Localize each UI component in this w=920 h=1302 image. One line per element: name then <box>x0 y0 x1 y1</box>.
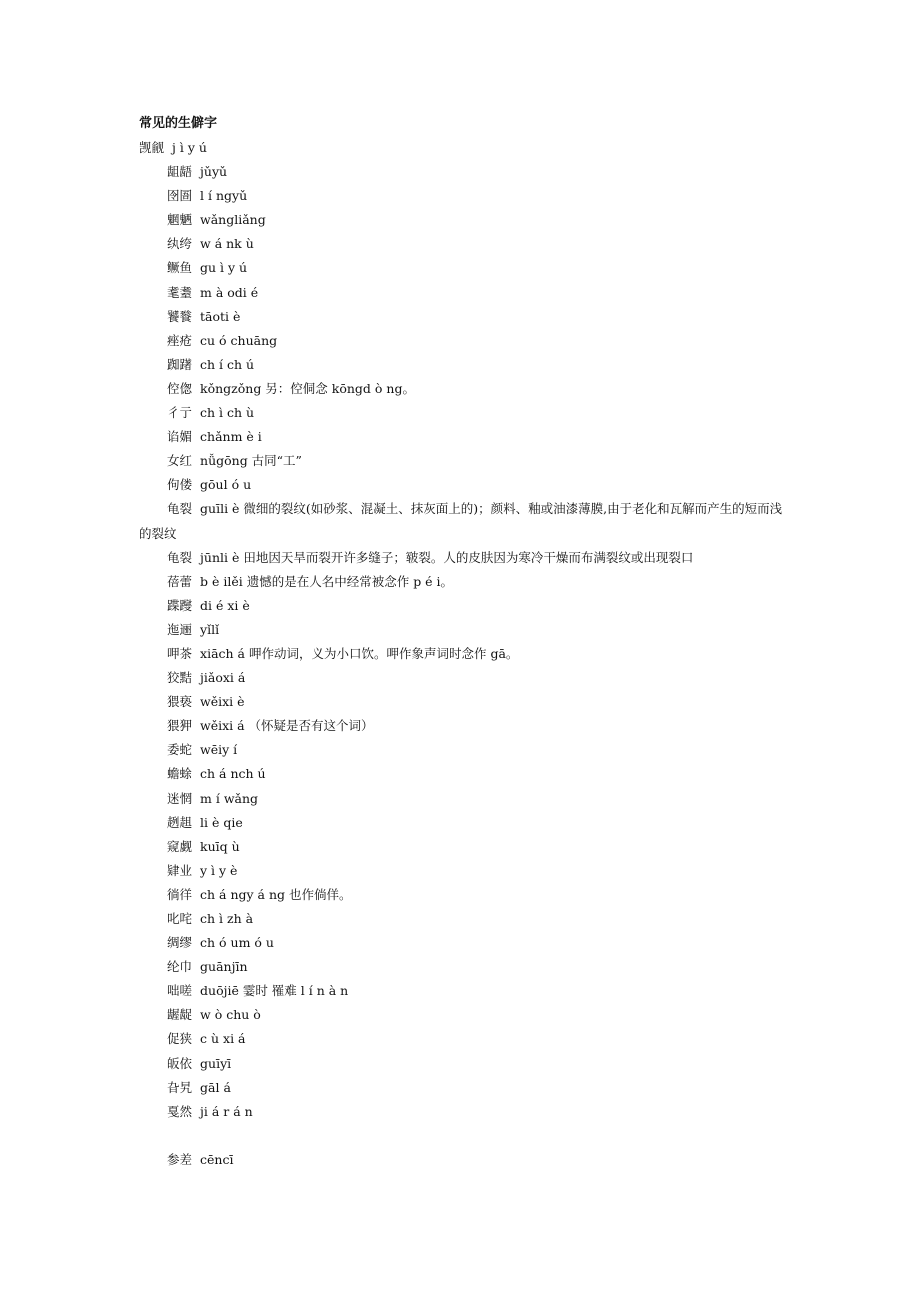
entry-text: ch á nch ú <box>200 766 266 782</box>
entry-word: 囹圄 <box>167 188 193 204</box>
entry-word: 蟾蜍 <box>167 766 193 782</box>
list-item <box>139 208 789 232</box>
entry-word: 趔趄 <box>167 814 193 830</box>
entry-text: cēncī <box>200 1151 234 1167</box>
entry-text: xiāch á 呷作动词，义为小口饮。呷作象声词时念作 gā。 <box>200 645 519 661</box>
entry-text: nǚgōng 古同“工” <box>200 453 302 469</box>
entry-text: guānjīn <box>200 959 248 975</box>
list-item <box>139 738 789 762</box>
list-item <box>139 449 789 473</box>
page-title: 常见的生僻字 <box>139 116 218 131</box>
entry-text: ch ì zh à <box>200 911 254 926</box>
entry-text: b è ilěi 遗憾的是在人名中经常被念作 p é i。 <box>200 573 454 589</box>
list-item <box>139 883 789 907</box>
entry-word: 旮旯 <box>167 1079 193 1095</box>
entry-text: l í ngyǔ <box>200 188 248 204</box>
entry-text: m à odi é <box>200 284 259 300</box>
entry-word: 促狭 <box>167 1031 193 1047</box>
list-item <box>139 642 789 666</box>
entry-text: cu ó chuāng <box>200 332 278 348</box>
entry-word: 迤逦 <box>167 621 193 637</box>
list-item <box>139 329 789 353</box>
document-body <box>139 112 789 1172</box>
list-item <box>139 931 789 955</box>
list-item <box>139 618 789 642</box>
list-item <box>139 811 789 835</box>
entry-word: 踟躇 <box>167 356 193 372</box>
entry-word: 猥亵 <box>167 694 193 710</box>
list-item <box>139 256 789 280</box>
entry-word: 龃龉 <box>167 164 193 180</box>
list-item <box>139 281 789 305</box>
entry-text: kǒngzǒng 另：倥侗念 kōngd ò ng。 <box>200 380 415 396</box>
entry-word: 皈依 <box>167 1055 193 1071</box>
entry-word: 谄媚 <box>167 429 193 445</box>
list-item <box>139 184 789 208</box>
entry-text: tāoti è <box>200 308 241 324</box>
entry-word: 猥狎 <box>167 718 193 734</box>
list-item <box>139 546 789 570</box>
blank-line <box>139 1124 789 1148</box>
entry-word: 纶巾 <box>167 959 193 975</box>
entry-word: 肄业 <box>167 862 193 878</box>
entry-text: chǎnm è i <box>200 429 262 445</box>
entry-word: 徜徉 <box>167 886 193 902</box>
entry-text: wěixi è <box>200 694 245 710</box>
entry-word: 鳜鱼 <box>167 260 193 276</box>
entry-text: jǔyǔ <box>200 164 228 180</box>
entry-text: y ì y è <box>200 862 238 878</box>
entry-word: 蹀躞 <box>167 597 193 613</box>
list-item <box>139 401 789 425</box>
list-item <box>139 787 789 811</box>
list-item <box>139 762 789 786</box>
entry-word: 彳亍 <box>167 405 193 421</box>
list-item <box>139 353 789 377</box>
entry-word: 咄嗟 <box>167 983 193 999</box>
entry-word: 狡黠 <box>167 670 193 686</box>
entry-text: li è qie <box>200 814 243 830</box>
entry-word: 魍魉 <box>167 212 193 228</box>
entry-word: 龌龊 <box>167 1007 193 1023</box>
entry-word: 绸缪 <box>167 935 193 951</box>
entry-text: duōjiē 霎时 罹难 l í n à n <box>200 983 349 999</box>
list-item <box>139 859 789 883</box>
entry-text: ch í ch ú <box>200 356 255 372</box>
entry-text: jiǎoxi á <box>200 670 246 686</box>
list-item <box>139 907 789 931</box>
entry-text: wěixi á （怀疑是否有这个词） <box>200 718 374 734</box>
entry-text: j ì y ú <box>172 140 207 155</box>
entry-word: 龟裂 <box>167 501 193 517</box>
entry-text: gu ì y ú <box>200 260 248 276</box>
entry-word: 委蛇 <box>167 742 193 758</box>
list-item <box>139 1052 789 1076</box>
entry-word: 倥偬 <box>167 380 193 396</box>
list-item <box>139 570 789 594</box>
entry-word: 耄耋 <box>167 284 193 300</box>
entry-text: ch á ngy á ng 也作倘佯。 <box>200 886 352 902</box>
entry-text: w á nk ù <box>200 236 254 252</box>
entry-text: guīyī <box>200 1055 232 1071</box>
entry-word: 呷茶 <box>167 645 193 661</box>
entry-word: 戛然 <box>167 1103 193 1119</box>
entry-text: guīli è 微细的裂纹(如砂浆、混凝土、抹灰面上的)；颜料、釉或油漆薄膜,由于老化和瓦解而产生的短而浅的裂纹 <box>139 501 783 541</box>
entry-word: 纨绔 <box>167 236 193 252</box>
list-item <box>139 979 789 1003</box>
list-item <box>139 594 789 618</box>
entry-text: jūnli è 田地因天旱而裂开许多缝子；皲裂。人的皮肤因为寒冷干燥而布满裂纹或出现裂口 <box>200 549 694 565</box>
list-item <box>139 666 789 690</box>
list-item <box>139 377 789 401</box>
entry-text: w ò chu ò <box>200 1007 261 1023</box>
list-item <box>139 305 789 329</box>
list-item <box>139 955 789 979</box>
list-item <box>139 497 789 545</box>
entry-text: kuīq ù <box>200 838 240 854</box>
entry-word: 窥觑 <box>167 838 193 854</box>
entry-text: ch ì ch ù <box>200 405 255 421</box>
list-item <box>139 1003 789 1027</box>
entry-word: 蓓蕾 <box>167 573 193 589</box>
entry-text: wǎngliǎng <box>200 212 266 228</box>
list-item <box>139 1148 789 1172</box>
entry-text: gāl á <box>200 1079 231 1095</box>
entry-word: 参差 <box>167 1151 193 1167</box>
list-item <box>139 425 789 449</box>
entry-text: gōul ó u <box>200 477 252 493</box>
entry-word: 迷惘 <box>167 790 193 806</box>
entry-text: c ù xi á <box>200 1031 246 1047</box>
entry-word: 觊觎 <box>139 140 165 155</box>
list-item <box>139 232 789 256</box>
list-item <box>139 714 789 738</box>
list-item <box>139 160 789 184</box>
entry-word: 佝偻 <box>167 477 193 493</box>
entry-text: yǐlǐ <box>200 621 220 637</box>
list-item <box>139 136 789 160</box>
entry-text: ji á r á n <box>200 1103 253 1119</box>
list-item <box>139 690 789 714</box>
entry-text: di é xi è <box>200 597 250 613</box>
list-item <box>139 1027 789 1051</box>
entry-word: 女红 <box>167 453 193 469</box>
entry-text: ch ó um ó u <box>200 935 274 951</box>
entry-word: 饕餮 <box>167 308 193 324</box>
entry-text: m í wǎng <box>200 790 259 806</box>
entry-text: wēiy í <box>200 742 238 758</box>
entry-word: 叱咤 <box>167 911 193 926</box>
list-item <box>139 1076 789 1100</box>
list-item <box>139 835 789 859</box>
entry-word: 痤疮 <box>167 332 193 348</box>
entry-word: 龟裂 <box>167 549 193 565</box>
list-item <box>139 1100 789 1124</box>
list-item <box>139 473 789 497</box>
